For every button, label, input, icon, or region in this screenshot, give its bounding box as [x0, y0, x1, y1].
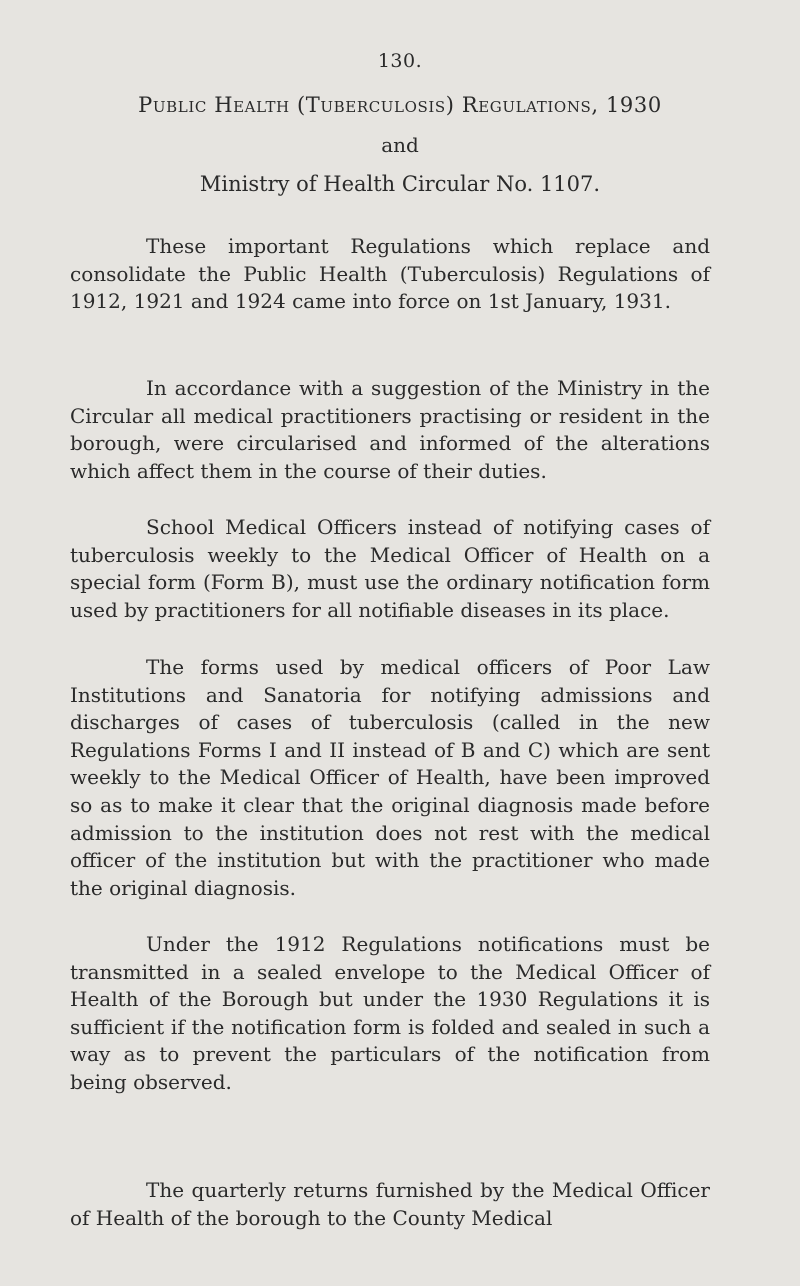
paragraph-practitioners-circularised: In accordance with a suggestion of the Ministry in the Circular all medical practitioners practising or resident in the borough, were circularised and informed of the alterations which affect them in the course of their duties. [70, 376, 710, 483]
document-title: Public Health (Tuberculosis) Regulations, 1930 [138, 93, 662, 117]
title-conjunction: and [381, 133, 419, 157]
paragraph-regulations-in-force: These important Regulations which replace and consolidate the Public Health (Tuberculosis) Regulations of 1912, 1921 and 1924 came into force on 1st January, 1931. [70, 234, 710, 314]
circular-subtitle: Ministry of Health Circular No. 1107. [199, 172, 601, 196]
paragraph-school-medical-officers: School Medical Officers instead of notifying cases of tuberculosis weekly to the Medical Officer of Health on a special form (Form B), must use the ordinary notification form used by practitioners for all notifiable diseases in its place. [70, 515, 710, 622]
paragraph-sealed-notifications: Under the 1912 Regulations notifications must be transmitted in a sealed envelope to the Medical Officer of Health of the Borough but under the 1930 Regulations it is sufficient if the notification form is folded and sealed in such a way as to prevent the particulars of the notification from being observed. [70, 932, 710, 1094]
paragraph-poor-law-forms: The forms used by medical officers of Poor Law Institutions and Sanatoria for notifying admissions and discharges of cases of tuberculosis (called in the new Regulations Forms I and II instead of B and C) which are sent weekly to the Medical Officer of Health, have been improved so as to make it clear that the original diagnosis made before admission to the institution does not rest with the medical officer of the institution but with the practitioner who made the original diagnosis. [70, 655, 710, 900]
page-number: 130. [377, 50, 423, 72]
paragraph-quarterly-returns: The quarterly returns furnished by the Medical Officer of Health of the borough to the County Medical [70, 1178, 710, 1230]
